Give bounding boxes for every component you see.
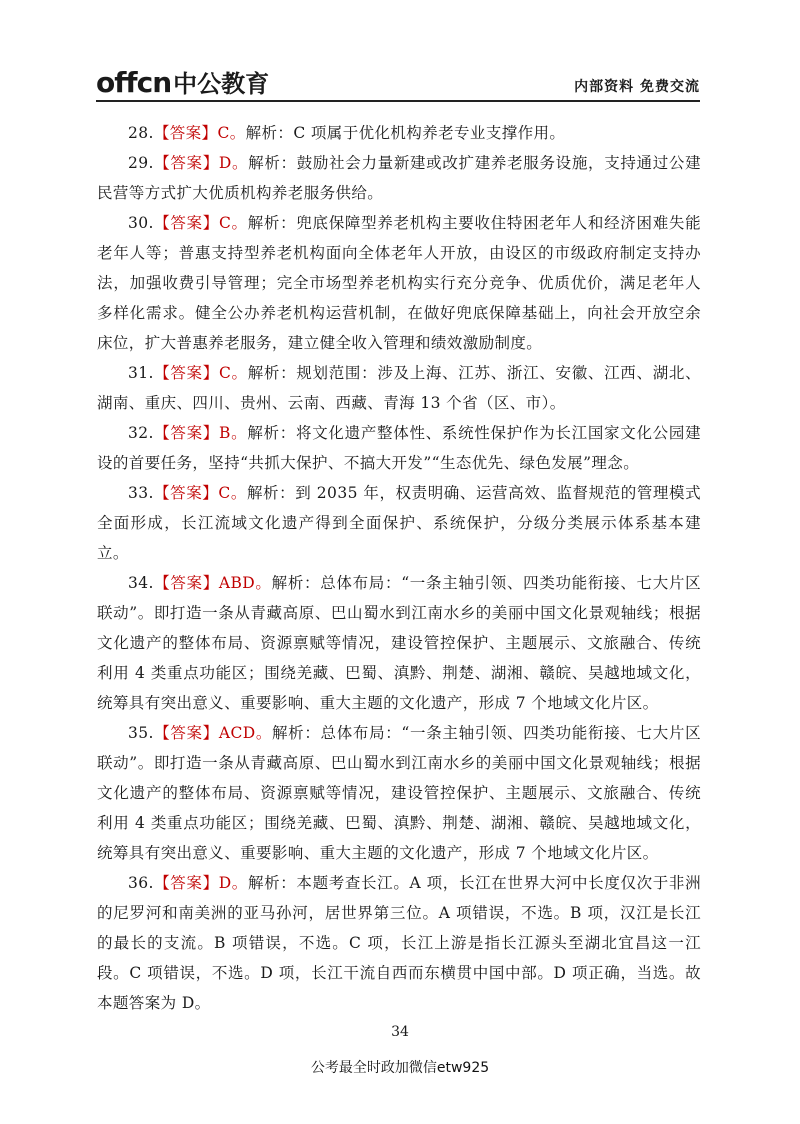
answer-label: 【答案】C。 xyxy=(153,364,248,382)
footer-wechat-note: 公考最全时政加微信etw925 xyxy=(310,1060,490,1076)
answer-label: 【答案】C。 xyxy=(153,214,248,232)
answer-paragraph-35 xyxy=(97,718,701,868)
question-number: 30. xyxy=(128,214,154,232)
answer-paragraph-32 xyxy=(97,418,701,478)
answer-paragraph-28 xyxy=(97,118,701,148)
question-number: 33. xyxy=(128,484,154,502)
answer-paragraph-33 xyxy=(97,478,701,568)
answer-label: 【答案】ACD。 xyxy=(153,724,272,742)
explanation-text: 解析：本题考查长江。A 项，长江在世界大河中长度仅次于非洲的尼罗河和南美洲的亚马孙河，居世界第三位。A 项错误，不选。B 项，汉江是长江的最长的支流。B 项错误，不选。C 项，长江上游是指长江源头至湖北宜昌这一江段。C 项错误，不选。D 项，长江干流自西而东横贯中国中部。D 项正确，当选。故本题答案为 D。 xyxy=(97,874,701,1012)
header-internal-note: 内部资料 免费交流 xyxy=(574,79,700,95)
answer-label: 【答案】C。 xyxy=(153,484,247,502)
question-number: 29. xyxy=(128,154,154,172)
question-number: 28. xyxy=(128,124,154,142)
offcn-logo xyxy=(96,64,269,99)
explanation-text: 解析：兜底保障型养老机构主要收住特困老年人和经济困难失能老年人等；普惠支持型养老机构面向全体老年人开放，由设区的市级政府制定支持办法，加强收费引导管理；完全市场型养老机构实行充分竞争、优质优价，满足老年人多样化需求。健全公办养老机构运营机制，在做好兜底保障基础上，向社会开放空余床位，扩大普惠养老服务，建立健全收入管理和绩效激励制度。 xyxy=(97,214,701,352)
answer-label: 【答案】D。 xyxy=(153,154,249,172)
question-number: 31. xyxy=(128,364,154,382)
explanation-text: 解析：规划范围：涉及上海、江苏、浙江、安徽、江西、湖北、湖南、重庆、四川、贵州、云南、西藏、青海 13 个省（区、市）。 xyxy=(97,364,701,412)
answer-paragraph-30 xyxy=(97,208,701,358)
question-number: 32. xyxy=(128,424,154,442)
answer-label: 【答案】ABD。 xyxy=(153,574,272,592)
question-number: 34. xyxy=(128,574,154,592)
header-divider xyxy=(96,100,700,102)
explanation-text: 解析：C 项属于优化机构养老专业支撑作用。 xyxy=(245,124,566,142)
question-number: 36. xyxy=(128,874,154,892)
answer-explanations xyxy=(97,118,701,1018)
explanation-text: 解析：将文化遗产整体性、系统性保护作为长江国家文化公园建设的首要任务，坚持“共抓大保护、不搞大开发”“生态优先、绿色发展”理念。 xyxy=(97,424,701,472)
explanation-text: 解析：总体布局：“一条主轴引领、四类功能衔接、七大片区联动”。即打造一条从青藏高原、巴山蜀水到江南水乡的美丽中国文化景观轴线；根据文化遗产的整体布局、资源禀赋等情况，建设管控保护、主题展示、文旅融合、传统利用 4 类重点功能区；围绕羌藏、巴蜀、滇黔、荆楚、湖湘、赣皖、吴越地域文化，统筹具有突出意义、重要影响、重大主题的文化遗产，形成 7 个地域文化片区。 xyxy=(97,724,701,862)
answer-paragraph-31 xyxy=(97,358,701,418)
explanation-text: 解析：鼓励社会力量新建或改扩建养老服务设施，支持通过公建民营等方式扩大优质机构养老服务供给。 xyxy=(97,154,702,202)
answer-label: 【答案】B。 xyxy=(153,424,248,442)
explanation-text: 解析：总体布局：“一条主轴引领、四类功能衔接、七大片区联动”。即打造一条从青藏高原、巴山蜀水到江南水乡的美丽中国文化景观轴线；根据文化遗产的整体布局、资源禀赋等情况，建设管控保护、主题展示、文旅融合、传统利用 4 类重点功能区；围绕羌藏、巴蜀、滇黔、荆楚、湖湘、赣皖、吴越地域文化，统筹具有突出意义、重要影响、重大主题的文化遗产，形成 7 个地域文化片区。 xyxy=(97,574,701,712)
logo-chinese-text: 中公教育 xyxy=(173,70,270,98)
answer-paragraph-36 xyxy=(97,868,701,1018)
logo-latin-text: offcn xyxy=(96,66,172,99)
answer-paragraph-29 xyxy=(97,148,701,208)
answer-label: 【答案】C。 xyxy=(153,124,246,142)
page-number: 34 xyxy=(391,1024,409,1040)
page-header xyxy=(96,62,700,102)
question-number: 35. xyxy=(128,724,154,742)
explanation-text: 解析：到 2035 年，权责明确、运营高效、监督规范的管理模式全面形成，长江流域文化遗产得到全面保护、系统保护，分级分类展示体系基本建立。 xyxy=(97,484,702,562)
answer-paragraph-34 xyxy=(97,568,701,718)
answer-label: 【答案】D。 xyxy=(153,874,248,892)
